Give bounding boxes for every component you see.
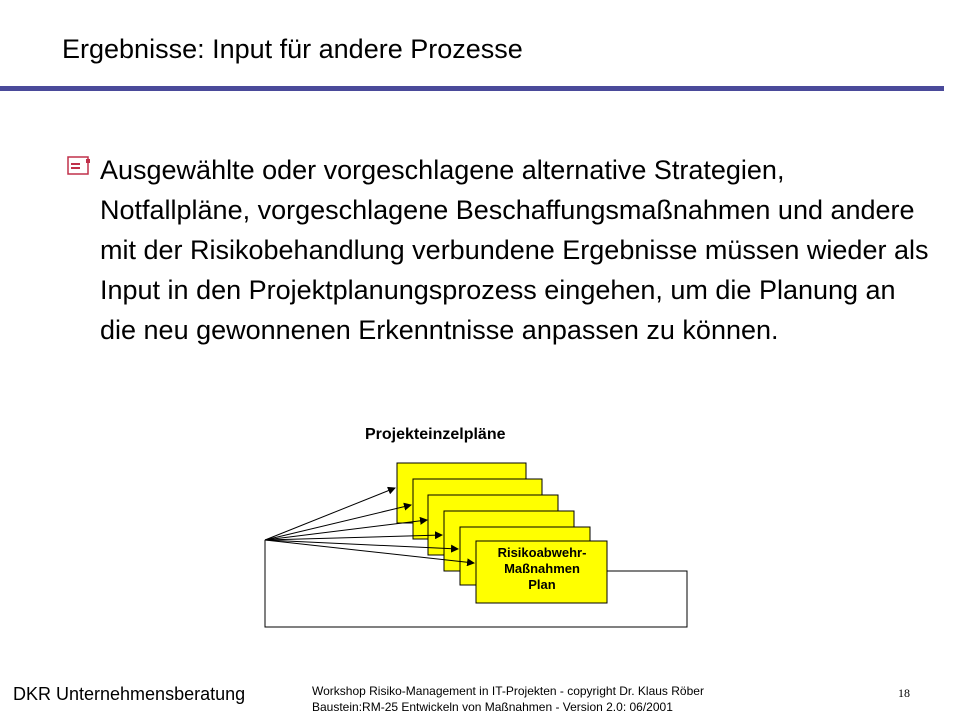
front-plan-label bbox=[477, 545, 607, 593]
plan-label-line-1: Risikoabwehr- bbox=[497, 545, 587, 560]
page-number: 18 bbox=[898, 686, 910, 700]
footer-line-1: Workshop Risiko-Management in IT-Projekten - copyright Dr. Klaus Röber bbox=[312, 684, 704, 698]
diagram-title: Projekteinzelpläne bbox=[365, 426, 506, 443]
slide-title: Ergebnisse: Input für andere Prozesse bbox=[62, 34, 523, 64]
bullet-text: Ausgewählte oder vorgeschlagene alternative Strategien, Notfallpläne, vorgeschlagene Beschaffungsmaßnahmen und andere mit der Risikobehandlung verbundene Ergebnisse müssen wieder als Input in den Projektplanungsprozess eingehen, um die Planung an die neu gewonnenen Erkenntnisse anpassen zu können. bbox=[100, 155, 929, 345]
footer-company: DKR Unternehmensberatung bbox=[13, 684, 246, 704]
plan-label-line-2: Maßnahmen bbox=[504, 561, 580, 576]
footer-line-2: Baustein:RM-25 Entwickeln von Maßnahmen - Version 2.0: 06/2001 bbox=[312, 700, 673, 714]
plan-label-line-3: Plan bbox=[528, 577, 556, 592]
